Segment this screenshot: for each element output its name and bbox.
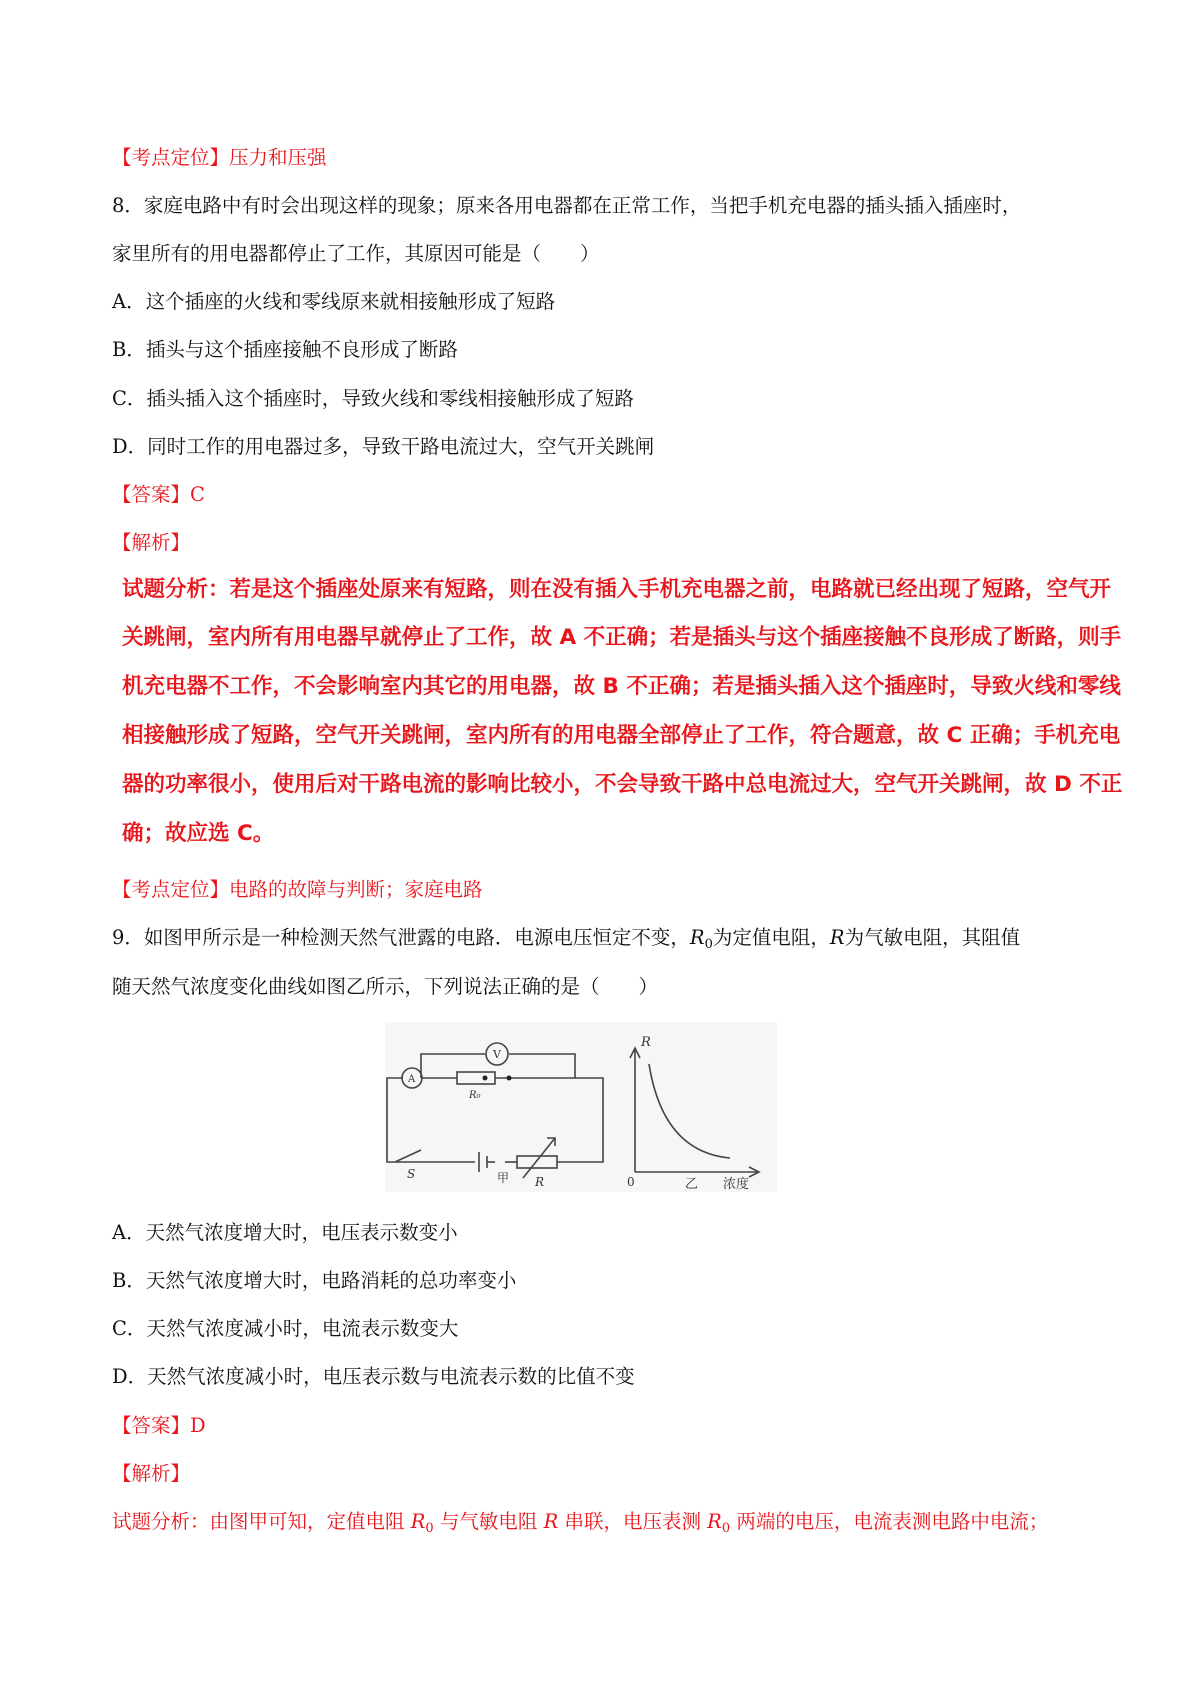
q8-option-d: D．同时工作的用电器过多，导致干路电流过大，空气开关跳闸: [112, 435, 655, 458]
answer-label: 【答案】: [112, 483, 191, 506]
q9-analysis-line: 试题分析：由图甲可知，定值电阻 $R_0$ 与气敏电阻 R 串联，电压表测 $R_0$ 两端的电压，电流表测电路中电流；: [112, 1510, 1049, 1536]
jia-label: 甲: [497, 1171, 510, 1185]
q8-analysis-line: 确；故应选 C。: [122, 821, 275, 846]
r-symbol: R: [829, 926, 845, 949]
kaodian-label: 【考点定位】: [112, 878, 230, 901]
r0-symbol: R: [689, 926, 705, 949]
q8-answer-line: [112, 479, 205, 507]
q9-option-d: D．天然气浓度减小时，电压表示数与电流表示数的比值不变: [112, 1365, 635, 1388]
q8-analysis-line: 试题分析：若是这个插座处原来有短路，则在没有插入手机充电器之前，电路就已经出现了短路，空气开: [122, 577, 1112, 602]
graph-y-label: R: [641, 1035, 651, 1050]
kaodian-value: 压力和压强: [229, 146, 327, 169]
variable-arrow-icon: [523, 1138, 555, 1178]
analysis-label: 【解析】: [112, 531, 191, 554]
graph-curve: [649, 1064, 730, 1158]
circuit-wire: [509, 1054, 575, 1078]
q8-analysis-line: 关跳闸，室内所有用电器早就停止了工作，故 A 不正确；若是插头与这个插座接触不良形成了断路，则手: [122, 625, 1122, 650]
switch-icon: [395, 1150, 421, 1162]
q9-stem-line2: 随天然气浓度变化曲线如图乙所示，下列说法正确的是（ ）: [112, 975, 659, 998]
voltmeter-label: V: [493, 1048, 501, 1061]
q8-analysis-line: 器的功率很小，使用后对干路电流的影响比较小，不会导致干路中总电流过大，空气开关跳闸，故 D 不正: [122, 772, 1123, 797]
q9-analysis-label: [112, 1458, 190, 1486]
q8-stem-line2: 家里所有的用电器都停止了工作，其原因可能是（ ）: [112, 242, 600, 265]
gas-resistor-label: R: [535, 1175, 545, 1189]
circuit-and-graph-figure: [385, 1022, 777, 1192]
kaodian-line-q8: [112, 874, 483, 902]
q9-option-a: A．天然气浓度增大时，电压表示数变小: [112, 1221, 458, 1244]
kaodian-value: 电路的故障与判断；家庭电路: [229, 878, 483, 901]
answer-value: C: [190, 483, 205, 506]
q9-answer-line: [112, 1410, 206, 1438]
circuit-wire: [387, 1078, 475, 1162]
q8-analysis-line: 相接触形成了短路，空气开关跳闸，室内所有的用电器全部停止了工作，符合题意，故 C 正确；手机充电: [122, 723, 1121, 748]
kaodian-line-q7: [112, 142, 327, 170]
q8-option-b: B．插头与这个插座接触不良形成了断路: [112, 338, 458, 361]
q9-option-b: B．天然气浓度增大时，电路消耗的总功率变小: [112, 1269, 517, 1292]
switch-label: S: [407, 1167, 416, 1181]
q8-option-a: A．这个插座的火线和零线原来就相接触形成了短路: [112, 290, 556, 313]
r0-resistor-icon: [457, 1072, 495, 1084]
circuit-wire: [557, 1078, 603, 1162]
q8-analysis-label: [112, 527, 190, 555]
q8-analysis-line: 机充电器不工作，不会影响室内其它的用电器，故 B 不正确；若是插头插入这个插座时，导致火线和零线: [122, 674, 1121, 699]
r0-label: R₀: [469, 1090, 481, 1101]
q9-option-c: C．天然气浓度减小时，电流表示数变大: [112, 1317, 459, 1340]
q9-stem-line1: 9．如图甲所示是一种检测天然气泄露的电路．电源电压恒定不变，$R_0$为定值电阻，R为气敏电阻，其阻值: [112, 926, 1021, 952]
q8-stem-line1: 8．家庭电路中有时会出现这样的现象；原来各用电器都在正常工作，当把手机充电器的插头插入插座时，: [112, 194, 1022, 217]
q9-figure: [385, 1022, 777, 1192]
graph-x-label: 浓度: [723, 1177, 750, 1192]
yi-label: 乙: [685, 1177, 699, 1192]
answer-label: 【答案】: [112, 1414, 191, 1437]
ammeter-label: A: [408, 1074, 416, 1085]
circuit-wire: [421, 1054, 485, 1078]
answer-value: D: [190, 1414, 206, 1437]
kaodian-label: 【考点定位】: [112, 146, 230, 169]
graph-origin-label: 0: [627, 1175, 635, 1189]
q8-option-c: C．插头插入这个插座时，导致火线和零线相接触形成了短路: [112, 387, 634, 410]
gas-resistor-icon: [517, 1156, 557, 1168]
analysis-label: 【解析】: [112, 1462, 191, 1485]
